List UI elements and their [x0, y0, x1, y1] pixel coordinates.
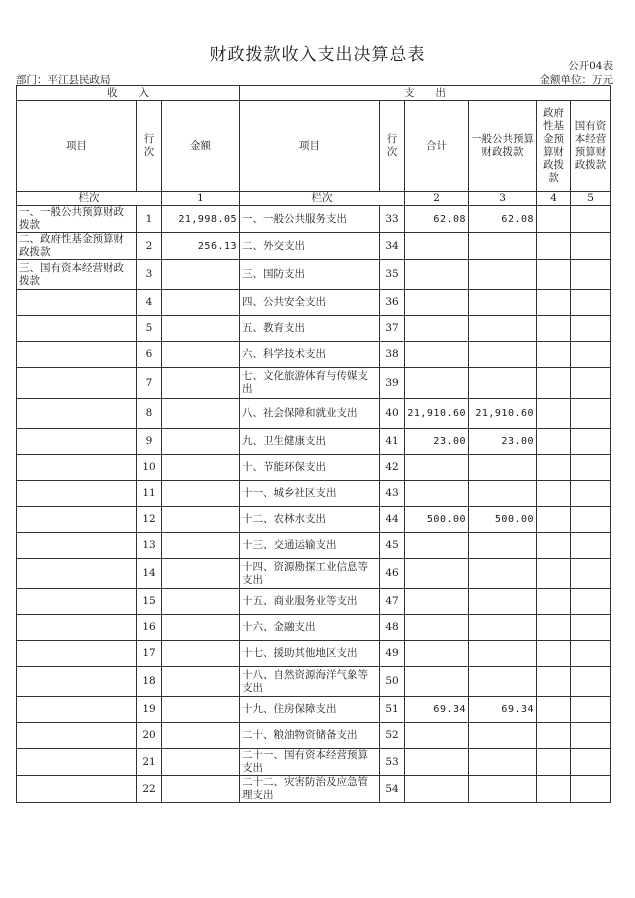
income-amount [162, 290, 240, 316]
col-header-income-item: 项目 [17, 101, 137, 192]
expense-total [405, 776, 469, 803]
expense-item: 八、社会保障和就业支出 [240, 399, 380, 429]
expense-line: 39 [380, 368, 405, 399]
gov-fund-amount [537, 589, 571, 615]
income-amount [162, 749, 240, 776]
income-item [17, 589, 137, 615]
general-budget-amount: 23.00 [469, 429, 537, 455]
expense-line: 52 [380, 723, 405, 749]
expense-line: 49 [380, 641, 405, 667]
expense-line: 50 [380, 667, 405, 697]
general-budget-amount [469, 342, 537, 368]
table-row [17, 589, 611, 615]
col-header-state-capital: 国有资本经营预算财政拨款 [571, 101, 611, 192]
income-line: 12 [137, 507, 162, 533]
table-row [17, 667, 611, 697]
income-line: 13 [137, 533, 162, 559]
expense-line: 48 [380, 615, 405, 641]
unit-label: 金额单位：万元 [539, 74, 613, 86]
col-header-expense-line: 行次 [380, 101, 405, 192]
expense-line: 35 [380, 260, 405, 290]
income-line: 16 [137, 615, 162, 641]
general-budget-amount [469, 559, 537, 589]
income-line: 4 [137, 290, 162, 316]
expense-line: 46 [380, 559, 405, 589]
income-line: 18 [137, 667, 162, 697]
expense-item: 十三、交通运输支出 [240, 533, 380, 559]
income-item [17, 723, 137, 749]
income-amount [162, 260, 240, 290]
general-budget-amount: 500.00 [469, 507, 537, 533]
income-item [17, 316, 137, 342]
income-amount: 256.13 [162, 233, 240, 260]
expense-total [405, 559, 469, 589]
expense-total [405, 342, 469, 368]
expense-item: 十二、农林水支出 [240, 507, 380, 533]
expense-item: 一、一般公共服务支出 [240, 206, 380, 233]
expense-line: 45 [380, 533, 405, 559]
general-budget-amount [469, 533, 537, 559]
income-amount [162, 723, 240, 749]
income-line: 14 [137, 559, 162, 589]
state-capital-amount [571, 507, 611, 533]
general-budget-amount [469, 589, 537, 615]
expense-line: 41 [380, 429, 405, 455]
income-line: 11 [137, 481, 162, 507]
income-amount [162, 533, 240, 559]
page-title: 财政拨款收入支出决算总表 [209, 45, 426, 65]
income-item [17, 399, 137, 429]
income-line: 1 [137, 206, 162, 233]
income-line: 7 [137, 368, 162, 399]
table-row [17, 641, 611, 667]
state-capital-amount [571, 316, 611, 342]
income-amount [162, 342, 240, 368]
state-capital-amount [571, 233, 611, 260]
income-amount [162, 481, 240, 507]
income-item [17, 641, 137, 667]
income-line: 6 [137, 342, 162, 368]
gov-fund-amount [537, 260, 571, 290]
general-budget-amount [469, 290, 537, 316]
state-capital-amount [571, 455, 611, 481]
expense-line: 51 [380, 697, 405, 723]
gov-fund-amount [537, 615, 571, 641]
income-line: 19 [137, 697, 162, 723]
department-label: 部门：平江县民政局 [16, 74, 111, 86]
state-capital-amount [571, 342, 611, 368]
state-capital-amount [571, 559, 611, 589]
general-budget-amount [469, 233, 537, 260]
state-capital-amount [571, 399, 611, 429]
gov-fund-amount [537, 667, 571, 697]
table-row [17, 749, 611, 776]
state-capital-amount [571, 290, 611, 316]
general-budget-amount [469, 368, 537, 399]
fiscal-summary-table [16, 85, 611, 803]
general-budget-amount [469, 749, 537, 776]
income-item [17, 697, 137, 723]
expense-item: 七、文化旅游体育与传媒支出 [240, 368, 380, 399]
gov-fund-amount [537, 233, 571, 260]
income-group-header: 收 入 [17, 86, 240, 101]
expense-line: 38 [380, 342, 405, 368]
general-budget-amount [469, 615, 537, 641]
table-row [17, 399, 611, 429]
expense-line: 37 [380, 316, 405, 342]
gov-fund-amount [537, 723, 571, 749]
income-item [17, 368, 137, 399]
col-header-expense-item: 项目 [240, 101, 380, 192]
income-amount [162, 429, 240, 455]
income-item [17, 481, 137, 507]
table-row [17, 723, 611, 749]
expense-line: 47 [380, 589, 405, 615]
state-capital-amount [571, 667, 611, 697]
expense-item: 六、科学技术支出 [240, 342, 380, 368]
expense-total: 69.34 [405, 697, 469, 723]
general-budget-amount [469, 316, 537, 342]
expense-total: 21,910.60 [405, 399, 469, 429]
expense-total [405, 368, 469, 399]
col-header-total: 合计 [405, 101, 469, 192]
income-line: 2 [137, 233, 162, 260]
income-item [17, 667, 137, 697]
gov-fund-amount [537, 455, 571, 481]
table-row [17, 559, 611, 589]
income-line: 17 [137, 641, 162, 667]
income-amount [162, 776, 240, 803]
income-item: 三、国有资本经营财政拨款 [17, 260, 137, 290]
gov-fund-amount [537, 507, 571, 533]
gov-fund-amount [537, 481, 571, 507]
general-budget-amount [469, 667, 537, 697]
state-capital-amount [571, 723, 611, 749]
expense-line: 43 [380, 481, 405, 507]
table-row [17, 290, 611, 316]
expense-item: 十一、城乡社区支出 [240, 481, 380, 507]
expense-total: 500.00 [405, 507, 469, 533]
column-index-row [17, 192, 611, 206]
gov-fund-amount [537, 697, 571, 723]
income-line: 9 [137, 429, 162, 455]
table-row [17, 342, 611, 368]
state-capital-amount [571, 615, 611, 641]
income-amount [162, 615, 240, 641]
expense-total [405, 233, 469, 260]
table-row [17, 206, 611, 233]
income-amount [162, 641, 240, 667]
general-budget-amount [469, 260, 537, 290]
income-item [17, 290, 137, 316]
income-item: 一、一般公共预算财政拨款 [17, 206, 137, 233]
index-state-capital: 5 [571, 192, 611, 206]
income-line: 22 [137, 776, 162, 803]
expense-total [405, 533, 469, 559]
expense-group-header: 支 出 [240, 86, 611, 101]
table-row [17, 233, 611, 260]
income-amount [162, 507, 240, 533]
gov-fund-amount [537, 641, 571, 667]
table-row [17, 533, 611, 559]
expense-line: 54 [380, 776, 405, 803]
index-total: 2 [405, 192, 469, 206]
state-capital-amount [571, 429, 611, 455]
state-capital-amount [571, 368, 611, 399]
expense-line: 42 [380, 455, 405, 481]
form-code: 公开04表 [568, 60, 613, 72]
expense-item: 十、节能环保支出 [240, 455, 380, 481]
expense-item: 十八、自然资源海洋气象等支出 [240, 667, 380, 697]
income-amount [162, 559, 240, 589]
income-amount [162, 697, 240, 723]
income-item [17, 455, 137, 481]
state-capital-amount [571, 206, 611, 233]
income-item [17, 507, 137, 533]
expense-total [405, 316, 469, 342]
gov-fund-amount [537, 559, 571, 589]
expense-item: 二十一、国有资本经营预算支出 [240, 749, 380, 776]
income-item [17, 342, 137, 368]
gov-fund-amount [537, 368, 571, 399]
general-budget-amount [469, 481, 537, 507]
gov-fund-amount [537, 533, 571, 559]
expense-item: 十七、援助其他地区支出 [240, 641, 380, 667]
income-item [17, 615, 137, 641]
table-row [17, 316, 611, 342]
expense-total [405, 749, 469, 776]
income-amount [162, 589, 240, 615]
expense-line: 53 [380, 749, 405, 776]
table-row [17, 615, 611, 641]
general-budget-amount: 69.34 [469, 697, 537, 723]
income-amount [162, 399, 240, 429]
col-header-gov-fund: 政府性基金预算财政拨款 [537, 101, 571, 192]
expense-line: 44 [380, 507, 405, 533]
expense-line: 36 [380, 290, 405, 316]
general-budget-amount [469, 776, 537, 803]
state-capital-amount [571, 776, 611, 803]
income-line: 20 [137, 723, 162, 749]
income-line: 5 [137, 316, 162, 342]
income-line: 21 [137, 749, 162, 776]
income-amount [162, 455, 240, 481]
income-item: 二、政府性基金预算财政拨款 [17, 233, 137, 260]
gov-fund-amount [537, 290, 571, 316]
state-capital-amount [571, 260, 611, 290]
expense-item: 十五、商业服务业等支出 [240, 589, 380, 615]
general-budget-amount [469, 455, 537, 481]
expense-total [405, 290, 469, 316]
expense-total: 62.08 [405, 206, 469, 233]
expense-total [405, 481, 469, 507]
table-row [17, 697, 611, 723]
income-line: 15 [137, 589, 162, 615]
income-item [17, 776, 137, 803]
expense-line: 33 [380, 206, 405, 233]
state-capital-amount [571, 697, 611, 723]
column-header-row [17, 101, 611, 192]
income-item [17, 533, 137, 559]
gov-fund-amount [537, 399, 571, 429]
table-row [17, 260, 611, 290]
expense-total [405, 723, 469, 749]
general-budget-amount: 62.08 [469, 206, 537, 233]
expense-item: 十九、住房保障支出 [240, 697, 380, 723]
state-capital-amount [571, 589, 611, 615]
state-capital-amount [571, 749, 611, 776]
expense-item: 四、公共安全支出 [240, 290, 380, 316]
table-row [17, 368, 611, 399]
income-amount [162, 667, 240, 697]
income-amount: 21,998.05 [162, 206, 240, 233]
expense-item: 二十、粮油物资储备支出 [240, 723, 380, 749]
table-row [17, 429, 611, 455]
expense-item: 九、卫生健康支出 [240, 429, 380, 455]
expense-total [405, 615, 469, 641]
income-line: 3 [137, 260, 162, 290]
expense-item: 十六、金融支出 [240, 615, 380, 641]
table-row [17, 507, 611, 533]
gov-fund-amount [537, 316, 571, 342]
gov-fund-amount [537, 342, 571, 368]
col-header-income-amount: 金额 [162, 101, 240, 192]
index-amount: 1 [162, 192, 240, 206]
expense-total [405, 589, 469, 615]
expense-line: 34 [380, 233, 405, 260]
gov-fund-amount [537, 776, 571, 803]
index-label-expense: 栏次 [240, 192, 405, 206]
expense-total [405, 641, 469, 667]
general-budget-amount: 21,910.60 [469, 399, 537, 429]
state-capital-amount [571, 641, 611, 667]
table-row [17, 481, 611, 507]
state-capital-amount [571, 481, 611, 507]
gov-fund-amount [537, 429, 571, 455]
col-header-income-line: 行次 [137, 101, 162, 192]
gov-fund-amount [537, 749, 571, 776]
income-item [17, 559, 137, 589]
expense-total [405, 667, 469, 697]
income-item [17, 429, 137, 455]
general-budget-amount [469, 641, 537, 667]
state-capital-amount [571, 533, 611, 559]
income-amount [162, 316, 240, 342]
expense-item: 五、教育支出 [240, 316, 380, 342]
index-general: 3 [469, 192, 537, 206]
gov-fund-amount [537, 206, 571, 233]
expense-item: 三、国防支出 [240, 260, 380, 290]
expense-total [405, 455, 469, 481]
index-label-income: 栏次 [17, 192, 162, 206]
general-budget-amount [469, 723, 537, 749]
expense-item: 二十二、灾害防治及应急管理支出 [240, 776, 380, 803]
expense-item: 十四、资源勘探工业信息等支出 [240, 559, 380, 589]
table-row [17, 455, 611, 481]
income-amount [162, 368, 240, 399]
table-row [17, 776, 611, 803]
expense-total: 23.00 [405, 429, 469, 455]
index-gov-fund: 4 [537, 192, 571, 206]
expense-item: 二、外交支出 [240, 233, 380, 260]
expense-total [405, 260, 469, 290]
col-header-general-budget: 一般公共预算财政拨款 [469, 101, 537, 192]
group-header-row [17, 86, 611, 101]
expense-line: 40 [380, 399, 405, 429]
income-line: 8 [137, 399, 162, 429]
income-item [17, 749, 137, 776]
income-line: 10 [137, 455, 162, 481]
